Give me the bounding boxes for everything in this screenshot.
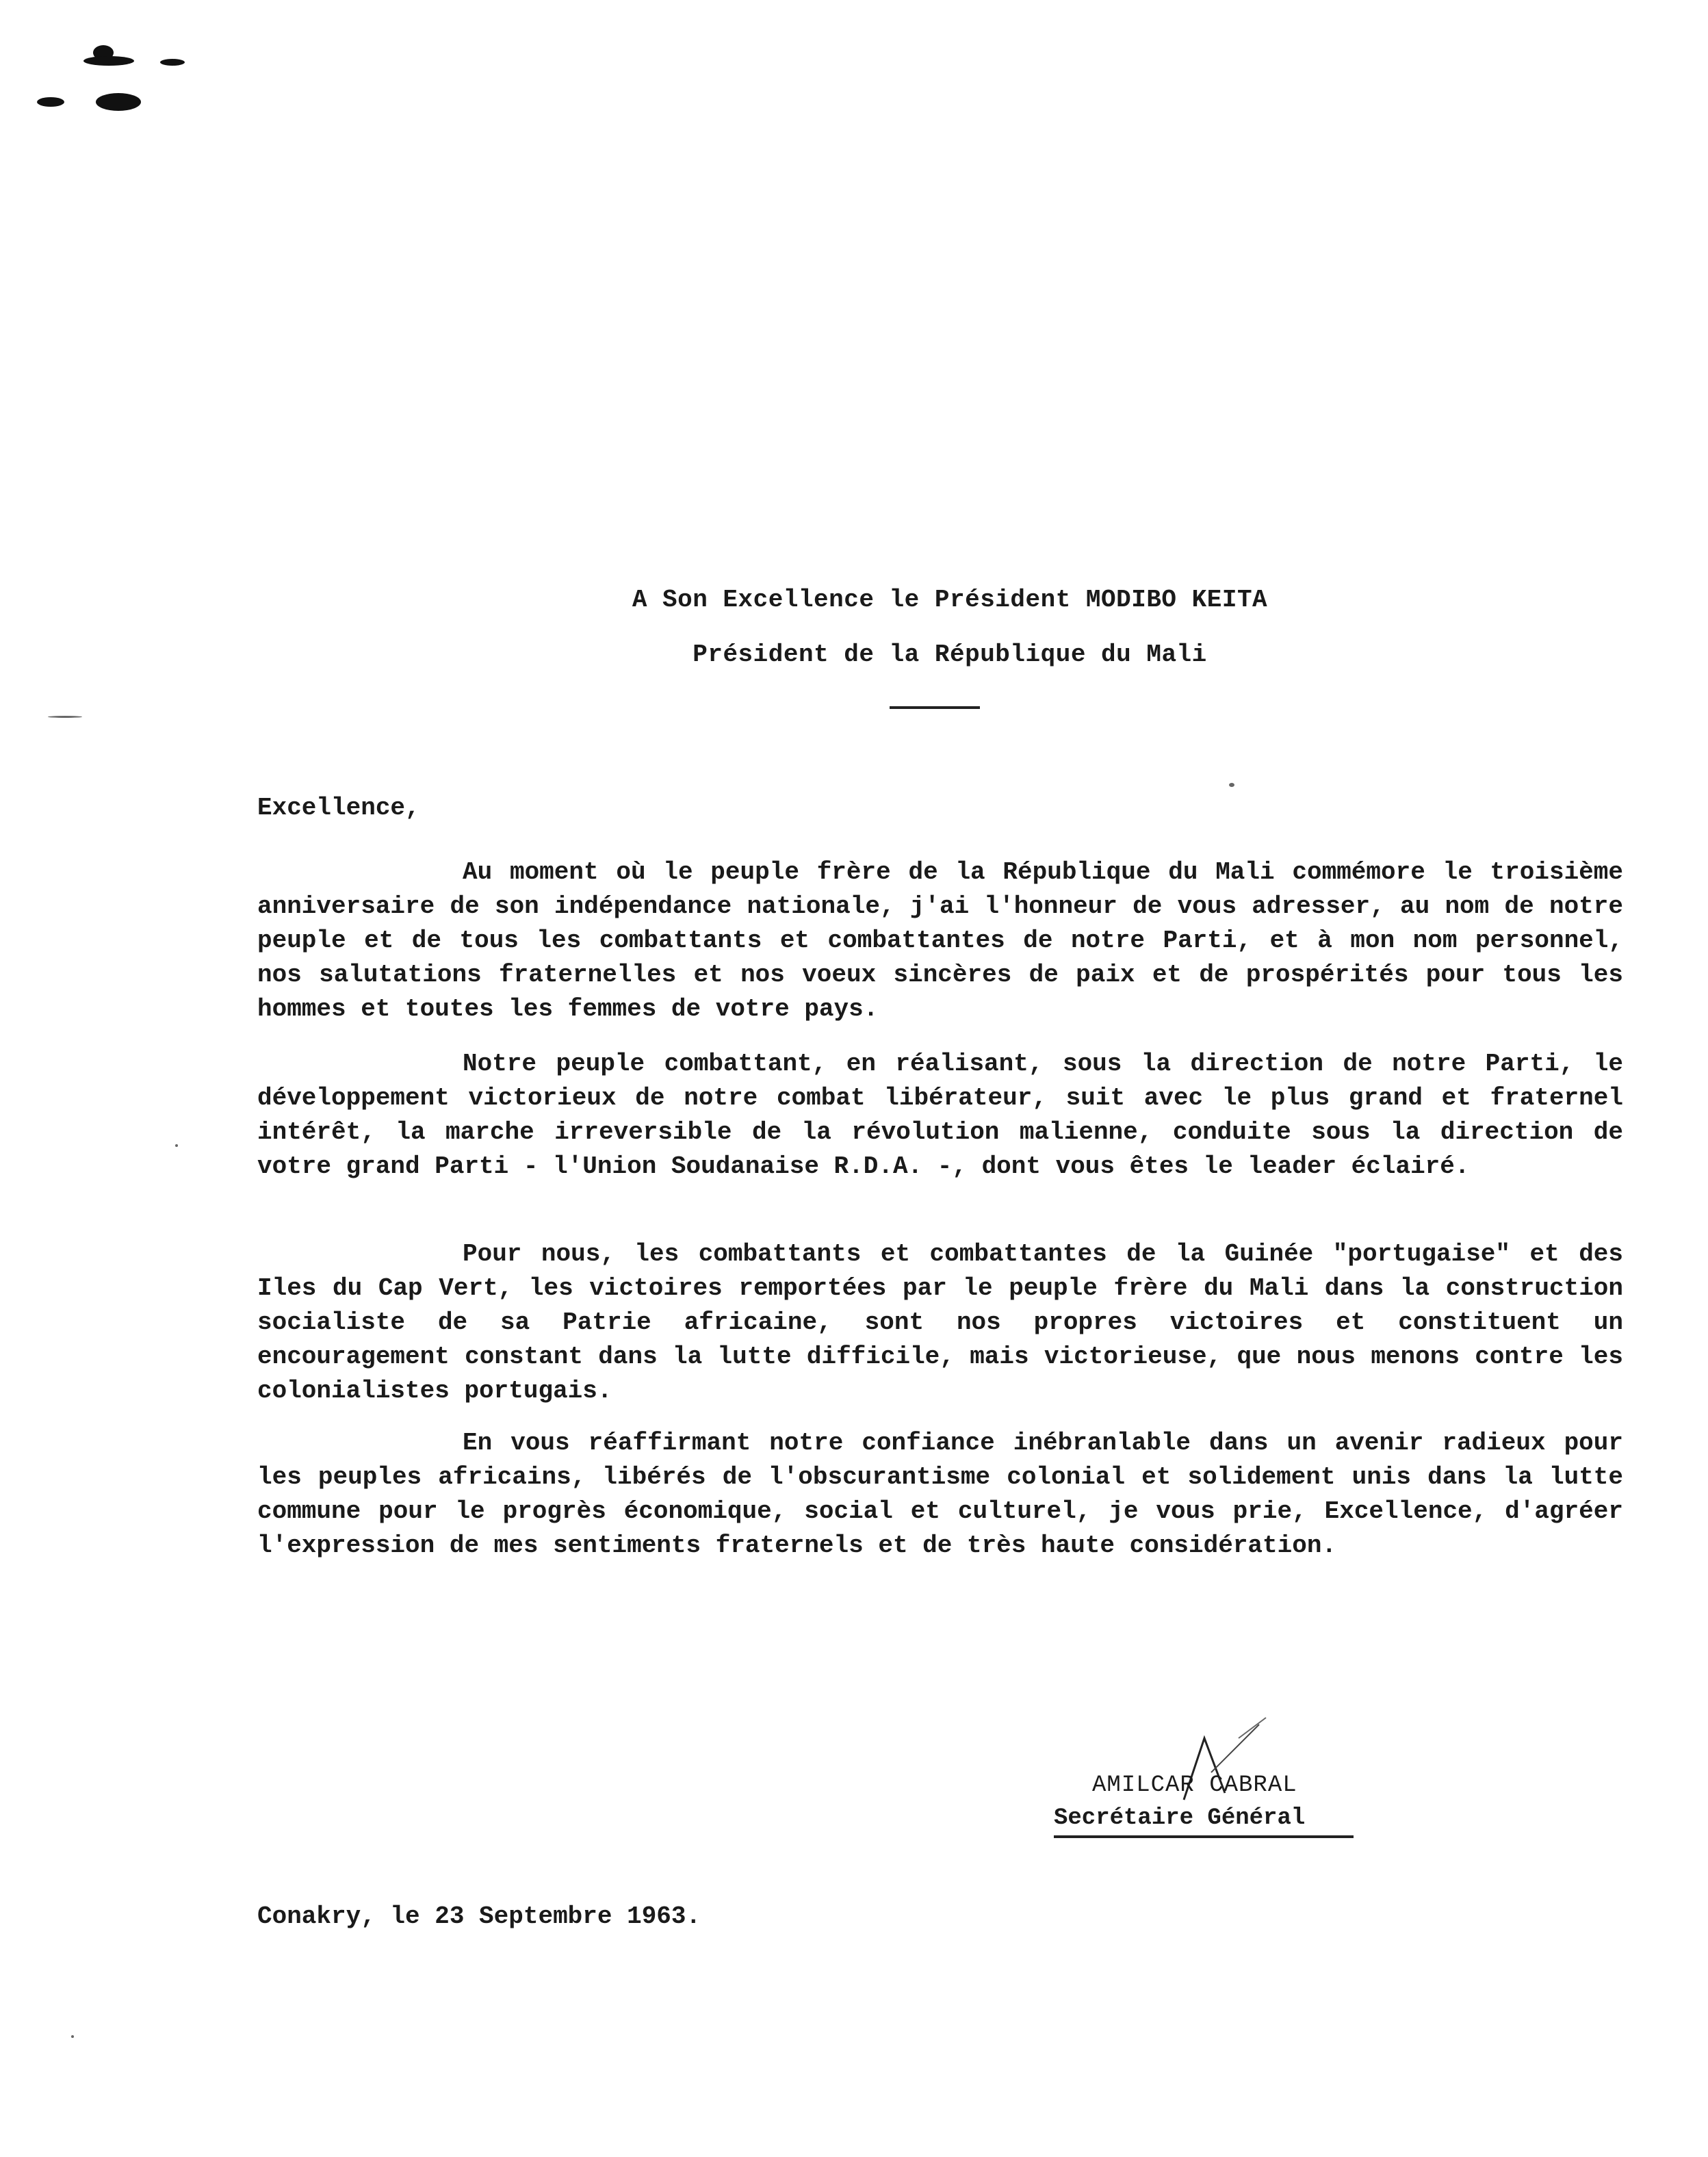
paper-speck	[1229, 783, 1234, 787]
ink-smudge-mark	[160, 59, 185, 66]
body-paragraph: Au moment où le peuple frère de la République du Mali commémore le troisième anniversaire de son indépendance nationale, j'ai l'honneur de vous adresser, au nom de notre peuple et de tous les combattants et combattantes de notre Parti, et à mon nom personnel, nos salutations fraternelles et nos voeux sincères de paix et de prospérités pour tous les hommes et toutes les femmes de votre pays.	[257, 858, 1623, 1023]
heading-divider	[890, 706, 980, 709]
body-paragraph: En vous réaffirmant notre confiance inébranlable dans un avenir radieux pour les peuples africains, libérés de l'obscurantisme colonial et solidement unis dans la lutte commune pour le progrès économique, social et culturel, je vous prie, Excellence, d'agréer l'expression de mes sentiments fraternels et de très haute considération.	[257, 1429, 1623, 1560]
body-paragraph: Notre peuple combattant, en réalisant, sous la direction de notre Parti, le développement victorieux de notre combat libérateur, suit avec le plus grand et fraternel intérêt, la marche irreversible de la révolution malienne, conduite sous la direction de votre grand Parti - l'Union Soudanaise R.D.A. -, dont vous êtes le leader éclairé.	[257, 1050, 1623, 1180]
ink-smudge-mark	[83, 56, 134, 66]
place-date: Conakry, le 23 Septembre 1963.	[257, 1902, 701, 1930]
salutation: Excellence,	[257, 794, 420, 822]
paper-speck	[48, 716, 82, 718]
ink-smudge-mark	[37, 97, 64, 107]
paper-speck	[175, 1144, 178, 1147]
recipient-line-2: Président de la République du Mali	[693, 641, 1207, 669]
ink-smudge-mark	[96, 93, 141, 111]
signatory-title: Secrétaire Général	[1054, 1805, 1354, 1838]
signature-block	[1054, 1772, 1369, 1838]
signatory-name: AMILCAR CABRAL	[1092, 1772, 1297, 1798]
recipient-line-1: A Son Excellence le Président MODIBO KEITA	[632, 586, 1268, 614]
paper-speck	[71, 2035, 74, 2038]
body-paragraph: Pour nous, les combattants et combattantes de la Guinée "portugaise" et des Iles du Cap Vert, les victoires remportées par le peuple frère du Mali dans la construction socialiste de sa Patrie africaine, sont nos propres victoires et constituent un encouragement constant dans la lutte difficile, mais victorieuse, que nous menons contre les colonialistes portugais.	[257, 1240, 1623, 1405]
